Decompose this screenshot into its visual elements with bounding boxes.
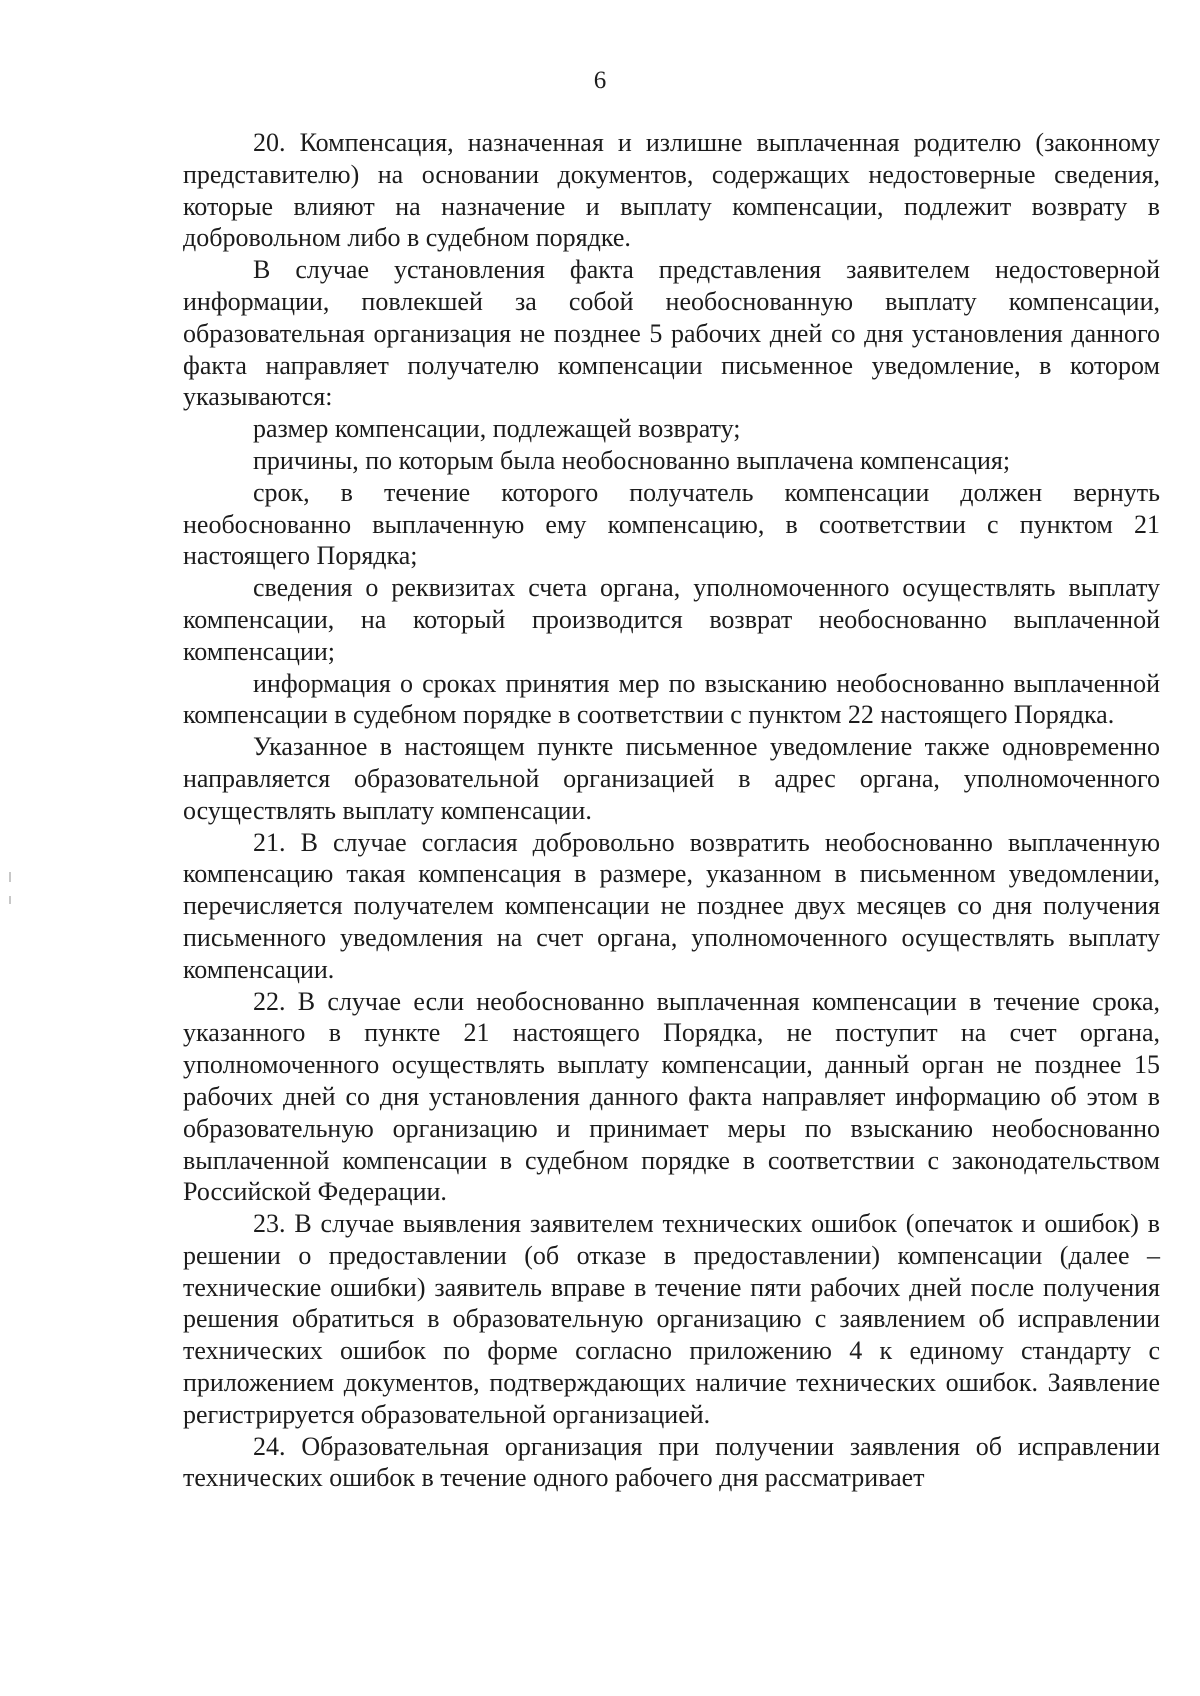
paragraph-notice-reasons: причины, по которым была необоснованно выплачена компенсация; <box>253 445 1011 475</box>
paragraph-notice-copy: Указанное в настоящем пункте письменное уведомление также одновременно направляется образовательной организацией в адрес органа, уполномоченного осуществлять выплату компенсации. <box>183 732 1160 825</box>
paragraph-23-technical-errors: 23. В случае выявления заявителем технических ошибок (опечаток и ошибок) в решении о предоставлении (об отказе в предоставлении) компенсации (далее – технические ошибки) заявитель вправе в течение пяти рабочих дней после получения решения обратиться в образовательную организацию с заявлением об исправлении технических ошибок по форме согласно приложению 4 к единому стандарту с приложением документов, подтверждающих наличие технических ошибок. Заявление регистрируется образовательной организацией. <box>183 1209 1160 1429</box>
document-body <box>183 127 1160 1494</box>
scan-edge-mark <box>9 896 11 904</box>
scan-edge-mark <box>9 872 11 882</box>
paragraph-notice-deadline: срок, в течение которого получатель компенсации должен вернуть необоснованно выплаченную ему компенсацию, в соответствии с пунктом 21 настоящего Порядка; <box>183 477 1160 571</box>
paragraph-24-review: 24. Образовательная организация при получении заявления об исправлении технических ошибок в течение одного рабочего дня рассматривает <box>183 1431 1160 1493</box>
paragraph-notice-court: информация о сроках принятия мер по взысканию необоснованно выплаченной компенсации в судебном порядке в соответствии с пунктом 22 настоящего Порядка. <box>183 668 1160 730</box>
paragraph-notice-account: сведения о реквизитах счета органа, уполномоченного осуществлять выплату компенсации, на который производится возврат необоснованно выплаченной компенсации; <box>183 573 1160 666</box>
page-number: 6 <box>593 67 607 94</box>
paragraph-notice-amount: размер компенсации, подлежащей возврату; <box>253 414 741 444</box>
paragraph-21-voluntary-return: 21. В случае согласия добровольно возвратить необоснованно выплаченную компенсацию такая компенсация в размере, указанном в письменном уведомлении, перечисляется получателем компенсации не позднее двух месяцев со дня получения письменного уведомления на счет органа, уполномоченного осуществлять выплату компенсации. <box>183 827 1160 984</box>
paragraph-22-court-recovery: 22. В случае если необоснованно выплаченная компенсации в течение срока, указанного в пункте 21 настоящего Порядка, не поступит на счет органа, уполномоченного осуществлять выплату компенсации, данный орган не позднее 15 рабочих дней со дня установления данного факта направляет информацию об этом в образовательную организацию и принимает меры по взысканию необоснованно выплаченной компенсации в судебном порядке в соответствии с законодательством Российской Федерации. <box>183 986 1160 1207</box>
paragraph-20-refund: 20. Компенсация, назначенная и излишне выплаченная родителю (законному представителю) на основании документов, содержащих недостоверные сведения, которые влияют на назначение и выплату компенсации, подлежит возврату в добровольном либо в судебном порядке. <box>183 128 1160 253</box>
paragraph-notice-intro: В случае установления факта представления заявителем недостоверной информации, повлекшей за собой необоснованную выплату компенсации, образовательная организация не позднее 5 рабочих дней со дня установления данного факта направляет получателю компенсации письменное уведомление, в котором указываются: <box>183 255 1160 412</box>
